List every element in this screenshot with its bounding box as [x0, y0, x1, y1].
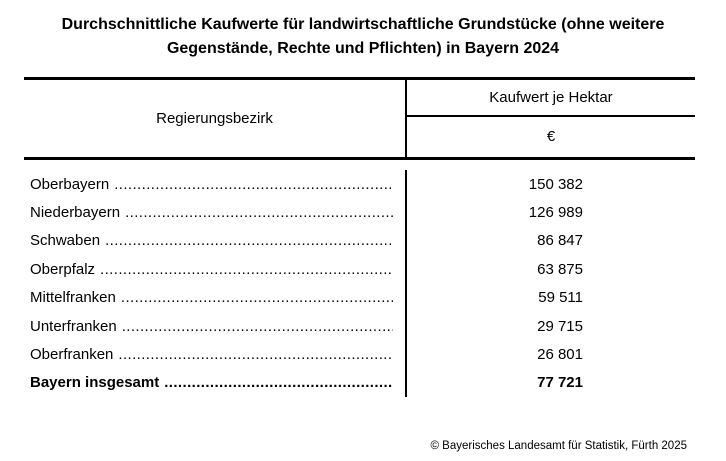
region-value: 63 875 — [405, 255, 695, 283]
page-title: Durchschnittliche Kaufwerte für landwirtschaftliche Grundstücke (ohne weitere Gegenstände, Rechte und Pflichten) in Bayern 2024 — [61, 16, 665, 57]
region-value: 29 715 — [405, 312, 695, 340]
region-cell — [24, 369, 405, 397]
region-cell — [24, 170, 405, 198]
table-row — [24, 255, 695, 283]
source-credit: © Bayerisches Landesamt für Statistik, Fürth 2025 — [430, 440, 687, 452]
table-row — [24, 284, 695, 312]
region-value: 26 801 — [405, 340, 695, 368]
region-label: Niederbayern — [30, 204, 121, 222]
region-cell — [24, 255, 405, 283]
region-cell — [24, 312, 405, 340]
table-header — [24, 77, 695, 160]
table — [24, 77, 695, 397]
region-cell — [24, 340, 405, 368]
table-row — [24, 227, 695, 255]
dot-leader — [114, 176, 393, 193]
dot-leader — [118, 346, 393, 363]
region-label: Schwaben — [30, 232, 101, 250]
column-header-kaufwert — [405, 80, 695, 157]
region-label: Mittelfranken — [30, 289, 116, 307]
region-value: 59 511 — [405, 284, 695, 312]
region-label: Oberbayern — [30, 175, 110, 193]
region-cell — [24, 198, 405, 226]
dot-leader — [100, 261, 393, 278]
region-label: Bayern insgesamt — [30, 374, 160, 392]
dot-leader — [122, 318, 393, 335]
column-header-regierungsbezirk: Regierungsbezirk — [156, 110, 273, 127]
region-value: 86 847 — [405, 227, 695, 255]
region-value: 150 382 — [405, 170, 695, 198]
table-row — [24, 312, 695, 340]
region-value: 77 721 — [405, 369, 695, 397]
region-label: Oberfranken — [30, 346, 114, 364]
dot-leader — [164, 374, 393, 391]
region-cell — [24, 227, 405, 255]
dot-leader — [121, 289, 393, 306]
column-header-kaufwert-label: Kaufwert je Hektar — [407, 80, 695, 117]
region-value: 126 989 — [405, 198, 695, 226]
table-row — [24, 170, 695, 198]
dot-leader — [125, 204, 393, 221]
table-body — [24, 160, 695, 397]
region-cell — [24, 284, 405, 312]
region-label: Unterfranken — [30, 317, 117, 335]
column-unit-euro: € — [546, 127, 556, 145]
region-label: Oberpfalz — [30, 260, 96, 278]
dot-leader — [105, 232, 393, 249]
table-row — [24, 340, 695, 368]
table-row — [24, 198, 695, 226]
table-row-total — [24, 369, 695, 397]
statistics-table-page — [0, 13, 726, 461]
